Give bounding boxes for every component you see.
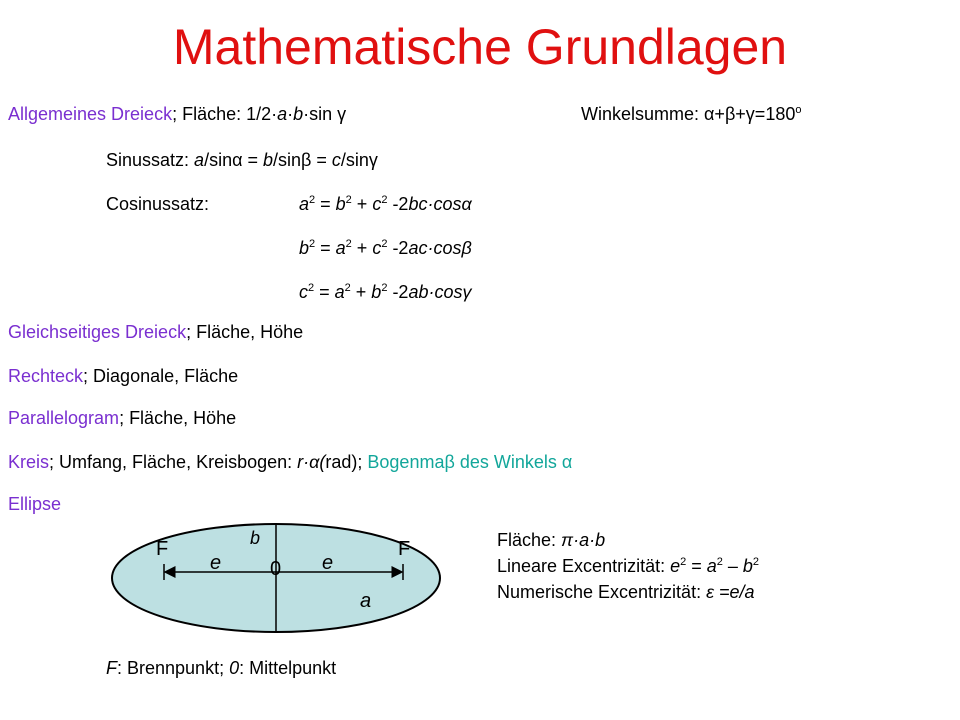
sup: 2 — [344, 282, 351, 294]
sinussatz-line — [106, 150, 378, 171]
sup: 2 — [752, 556, 760, 568]
area-label: Fläche: — [497, 530, 562, 550]
sin-beta: /sinβ = — [273, 150, 332, 170]
sin-gamma: ·sin γ — [303, 104, 347, 124]
sup: 2 — [309, 194, 316, 206]
eq: = — [315, 194, 336, 214]
area-formula: π·a·b — [561, 530, 606, 550]
area-text: Fläche: 1/2· — [177, 104, 278, 124]
sup: 2 — [381, 238, 388, 250]
tail: -2 — [387, 194, 409, 214]
page-title: Mathematische Grundlagen — [172, 19, 788, 75]
term: ab·cosγ — [408, 282, 472, 302]
circle-rest: ; Umfang, Fläche, Kreisbogen: — [49, 452, 298, 472]
numeric-formula: ε =e/a — [706, 582, 755, 602]
center-desc: : Mittelpunkt — [239, 658, 337, 678]
sin-alpha: /sinα = — [204, 150, 263, 170]
cosinussatz-eq1 — [299, 194, 472, 215]
term: ac·cosβ — [408, 238, 472, 258]
general-triangle-label: Allgemeines Dreieck — [8, 104, 173, 124]
term: bc·cosα — [408, 194, 472, 214]
minus: – — [722, 556, 743, 576]
label-center-0: 0 — [270, 558, 282, 580]
dot: · — [287, 104, 294, 124]
angle-sum — [581, 104, 801, 125]
radian-measure: Bogenmaβ des Winkels α — [367, 452, 573, 472]
label-e-left: e — [210, 552, 222, 574]
var-a: a — [277, 104, 288, 124]
sup: 2 — [345, 194, 352, 206]
linear-label: Lineare Excentrizität: — [497, 556, 671, 576]
circle-line — [8, 452, 572, 473]
parallelogram-rest: ; Fläche, Höhe — [119, 408, 237, 428]
focus-label-right: F — [398, 538, 411, 560]
numeric-eccentricity — [497, 582, 755, 603]
eq: = — [315, 238, 336, 258]
sup: 2 — [680, 556, 687, 568]
label-e-right: e — [322, 552, 334, 574]
rectangle-rest: ; Diagonale, Fläche — [83, 366, 239, 386]
var: b — [335, 194, 346, 214]
footer-legend — [106, 658, 336, 679]
eq: = — [314, 282, 335, 302]
sinussatz-label: Sinussatz: — [106, 150, 195, 170]
circle-label: Kreis — [8, 452, 50, 472]
rad-text: rad); — [325, 452, 368, 472]
rectangle-line — [8, 366, 238, 387]
var-a: a — [706, 556, 717, 576]
center-symbol: 0 — [229, 658, 240, 678]
plus: + — [350, 282, 372, 302]
var: a — [335, 238, 346, 258]
linear-eccentricity — [497, 556, 759, 577]
var-b: b — [293, 104, 304, 124]
equilateral-line — [8, 322, 303, 343]
plus: + — [351, 194, 373, 214]
tail: -2 — [387, 238, 409, 258]
label-a: a — [360, 590, 372, 612]
var-e: e — [670, 556, 681, 576]
focus-desc: : Brennpunkt; — [117, 658, 230, 678]
general-triangle-line — [8, 104, 346, 125]
eq: = — [686, 556, 707, 576]
numeric-label: Numerische Excentrizität: — [497, 582, 707, 602]
separator: ; — [172, 104, 178, 124]
var: a — [334, 282, 345, 302]
var: a — [299, 194, 310, 214]
equilateral-label: Gleichseitiges Dreieck — [8, 322, 187, 342]
cosinussatz-eq3 — [299, 282, 471, 303]
var: c — [299, 282, 308, 302]
plus: + — [351, 238, 373, 258]
var-c: c — [331, 150, 341, 170]
var: b — [299, 238, 310, 258]
ellipse-label: Ellipse — [8, 494, 62, 514]
parallelogram-label: Parallelogram — [8, 408, 120, 428]
focus-symbol: F — [106, 658, 117, 678]
label-b: b — [250, 528, 261, 548]
sup: 2 — [308, 282, 315, 294]
cosinussatz-eq2 — [299, 238, 472, 259]
sup: 2 — [381, 194, 388, 206]
sup: 2 — [309, 238, 316, 250]
ellipse-figure — [110, 522, 450, 634]
var: b — [371, 282, 382, 302]
focus-label-left: F — [156, 538, 169, 560]
var: c — [372, 194, 382, 214]
sup: 2 — [345, 238, 352, 250]
var: c — [372, 238, 382, 258]
sup: 2 — [381, 282, 388, 294]
rectangle-label: Rechteck — [8, 366, 84, 386]
angle-sum-text: Winkelsumme: α+β+γ=180 — [581, 104, 796, 124]
parallelogram-line — [8, 408, 236, 429]
tail: -2 — [387, 282, 409, 302]
var-a: a — [194, 150, 205, 170]
var-b: b — [263, 150, 274, 170]
arc-formula: r·α( — [297, 452, 326, 472]
cosinussatz-label: Cosinussatz: — [106, 194, 210, 214]
degree-sup: o — [795, 104, 802, 116]
var-b: b — [742, 556, 753, 576]
ellipse-area — [497, 530, 605, 551]
equilateral-rest: ; Fläche, Höhe — [186, 322, 304, 342]
sin-gamma: /sinγ — [340, 150, 378, 170]
sup: 2 — [716, 556, 723, 568]
